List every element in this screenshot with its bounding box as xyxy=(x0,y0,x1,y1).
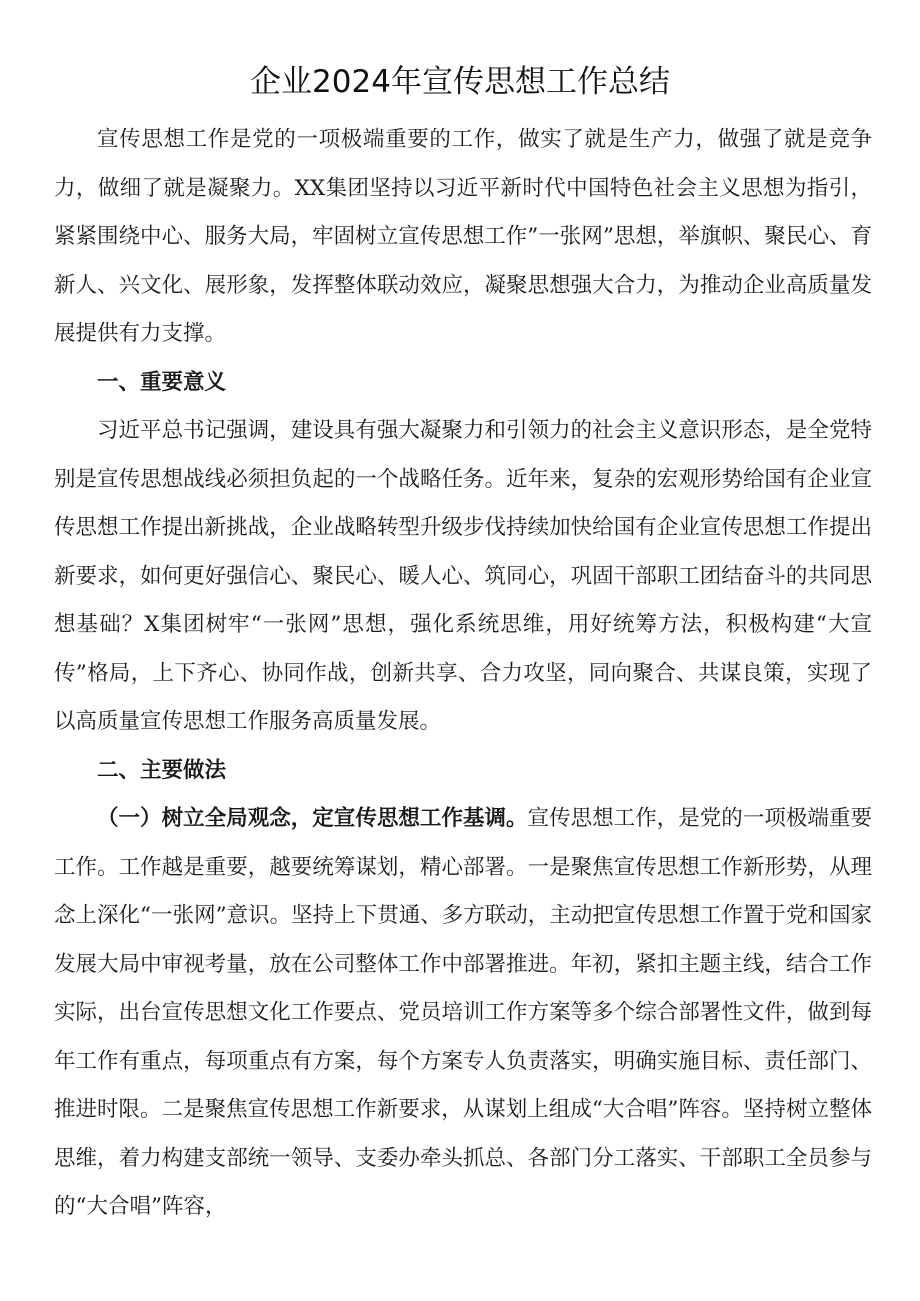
practice-item-paragraph xyxy=(54,795,872,1232)
section-heading-significance: 一、重要意义 xyxy=(97,369,227,395)
significance-paragraph: 习近平总书记强调，建设具有强大凝聚力和引领力的社会主义意识形态，是全党特别是宣传思想战线必须担负起的一个战略任务。近年来，复杂的宏观形势给国有企业宣传思想工作提出新挑战，企业战略转型升级步伐持续加快给国有企业宣传思想工作提出新要求，如何更好强信心、聚民心、暖人心、筑同心，巩固干部职工团结奋斗的共同思想基础？X集团树牢“一张网”思想，强化系统思维，用好统筹方法，积极构建“大宣传”格局，上下齐心、协同作战，创新共享、合力攻坚，同向聚合、共谋良策，实现了以高质量宣传思想工作服务高质量发展。 xyxy=(54,418,872,734)
intro-paragraph: 宣传思想工作是党的一项极端重要的工作，做实了就是生产力，做强了就是竞争力，做细了就是凝聚力。XX集团坚持以习近平新时代中国特色社会主义思想为指引，紧紧围绕中心、服务大局，牢固树立宣传思想工作”一张网”思想，举旗帜、聚民心、育新人、兴文化、展形象，发挥整体联动效应，凝聚思想强大合力，为推动企业高质量发展提供有力支撑。 xyxy=(54,127,872,346)
document-body xyxy=(54,116,872,1232)
section-heading-practices: 二、主要做法 xyxy=(97,757,227,783)
document-title: 企业2024年宣传思想工作总结 xyxy=(250,64,670,100)
practice-item-text: 宣传思想工作，是党的一项极端重要工作。工作越是重要，越要统筹谋划，精心部署。一是聚焦宣传思想工作新形势，从理念上深化“一张网”意识。坚持上下贯通、多方联动，主动把宣传思想工作置于党和国家发展大局中审视考量，放在公司整体工作中部署推进。年初，紧扣主题主线，结合工作实际，出台宣传思想文化工作要点、党员培训工作方案等多个综合部署性文件，做到每年工作有重点，每项重点有方案，每个方案专人负责落实，明确实施目标、责任部门、推进时限。二是聚焦宣传思想工作新要求，从谋划上组成“大合唱”阵容。坚持树立整体思维，着力构建支部统一领导、支委办牵头抓总、各部门分工落实、干部职工全员参与的“大合唱”阵容， xyxy=(54,806,872,1219)
practice-item-heading: （一）树立全局观念，定宣传思想工作基调。 xyxy=(97,806,528,831)
